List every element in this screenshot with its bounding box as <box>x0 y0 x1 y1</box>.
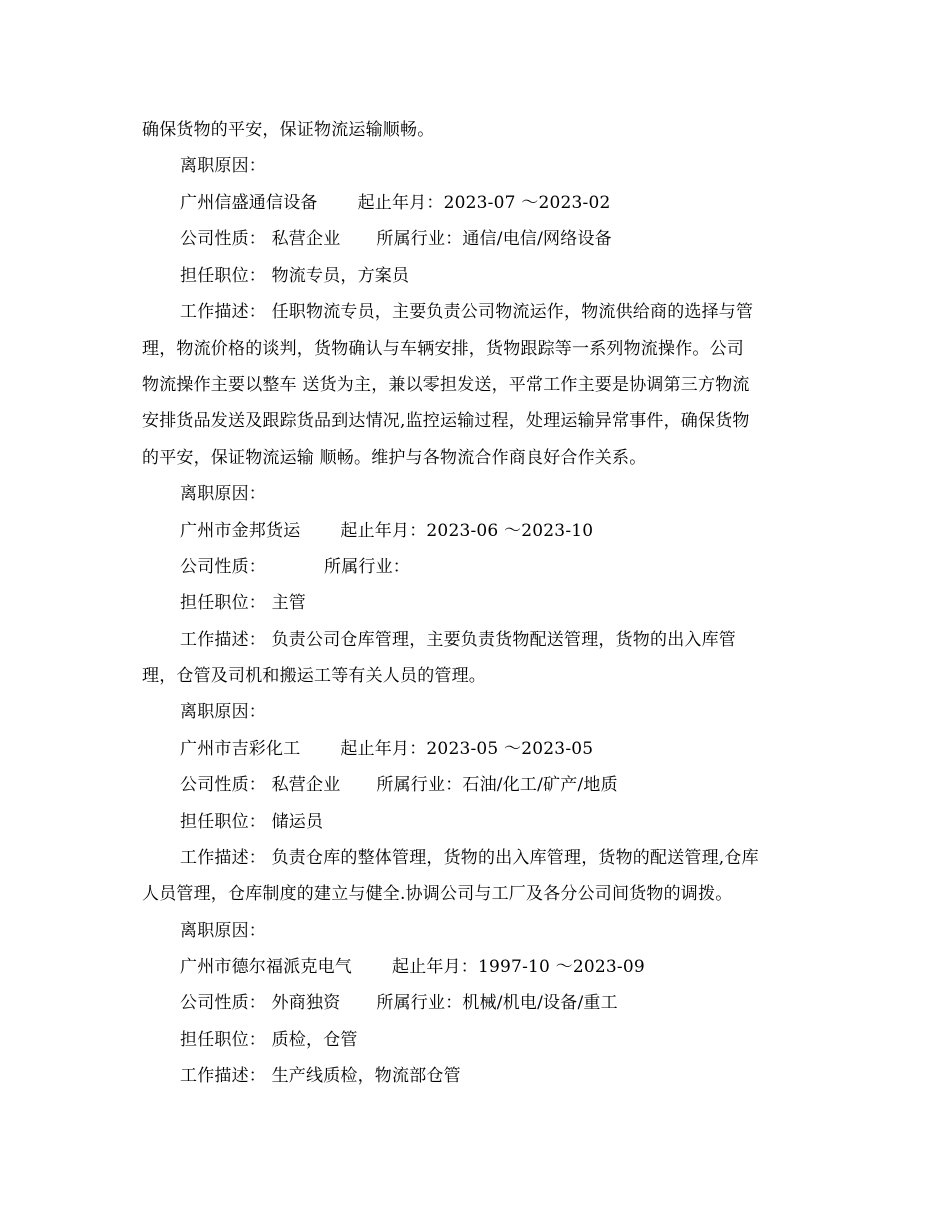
company-industry: 所属行业：通信/电信/网络设备 <box>376 229 612 249</box>
job-header-2 <box>180 513 593 549</box>
job-description: 工作描述： 生产线质检，物流部仓管 <box>180 1066 461 1086</box>
company-industry: 所属行业：机械/机电/设备/重工 <box>376 993 618 1013</box>
company-info-3 <box>180 767 618 803</box>
company-name: 广州信盛通信设备 <box>180 193 318 213</box>
company-nature: 公司性质： 外商独资 <box>180 993 341 1013</box>
company-info-1 <box>180 221 612 257</box>
paragraph-line: 的平安，保证物流运输 顺畅。维护与各物流合作商良好合作关系。 <box>142 448 647 468</box>
paragraph-line: 理，物流价格的谈判，货物确认与车辆安排，货物跟踪等一系列物流操作。公司 <box>142 339 744 359</box>
job-period: 起止年月：2023-05 ～2023-05 <box>340 739 594 759</box>
job-description: 工作描述： 负责仓库的整体管理，货物的出入库管理，货物的配送管理,仓库 <box>180 848 759 868</box>
paragraph-line: 确保货物的平安，保证物流运输顺畅。 <box>142 120 435 140</box>
paragraph-line: 人员管理，仓库制度的建立与健全.协调公司与工厂及各分公司间货物的调拨。 <box>142 884 733 904</box>
company-nature: 公司性质： 私营企业 <box>180 229 341 249</box>
job-period: 起止年月：2023-07 ～2023-02 <box>357 193 611 213</box>
job-description: 工作描述： 任职物流专员，主要负责公司物流运作，物流供给商的选择与管 <box>180 302 754 322</box>
job-header-1 <box>180 185 611 221</box>
company-name: 广州市金邦货运 <box>180 521 301 541</box>
leave-reason-label: 离职原因： <box>180 156 266 176</box>
leave-reason-label: 离职原因： <box>180 484 266 504</box>
company-info-2 <box>180 549 410 585</box>
company-industry: 所属行业： <box>324 557 410 577</box>
paragraph-line: 物流操作主要以整车 送货为主，兼以零担发送，平常工作主要是协调第三方物流 <box>142 375 750 395</box>
job-header-3 <box>180 731 593 767</box>
company-info-4 <box>180 985 618 1021</box>
job-period: 起止年月：1997-10 ～2023-09 <box>392 957 645 977</box>
company-name: 广州市德尔福派克电气 <box>180 957 352 977</box>
paragraph-line: 理，仓管及司机和搬运工等有关人员的管理。 <box>142 666 486 686</box>
company-nature: 公司性质： <box>180 557 266 577</box>
job-position: 担任职位： 质检，仓管 <box>180 1030 358 1050</box>
job-position: 担任职位： 储运员 <box>180 812 324 832</box>
paragraph-line: 安排货品发送及跟踪货品到达情况,监控运输过程，处理运输异常事件，确保货物 <box>142 411 750 431</box>
company-name: 广州市吉彩化工 <box>180 739 301 759</box>
job-description: 工作描述： 负责公司仓库管理，主要负责货物配送管理，货物的出入库管 <box>180 630 737 650</box>
company-nature: 公司性质： 私营企业 <box>180 775 341 795</box>
leave-reason-label: 离职原因： <box>180 921 266 941</box>
job-header-4 <box>180 949 645 985</box>
job-period: 起止年月：2023-06 ～2023-10 <box>340 521 594 541</box>
leave-reason-label: 离职原因： <box>180 702 266 722</box>
job-position: 担任职位： 主管 <box>180 593 307 613</box>
job-position: 担任职位： 物流专员，方案员 <box>180 266 410 286</box>
company-industry: 所属行业：石油/化工/矿产/地质 <box>376 775 618 795</box>
